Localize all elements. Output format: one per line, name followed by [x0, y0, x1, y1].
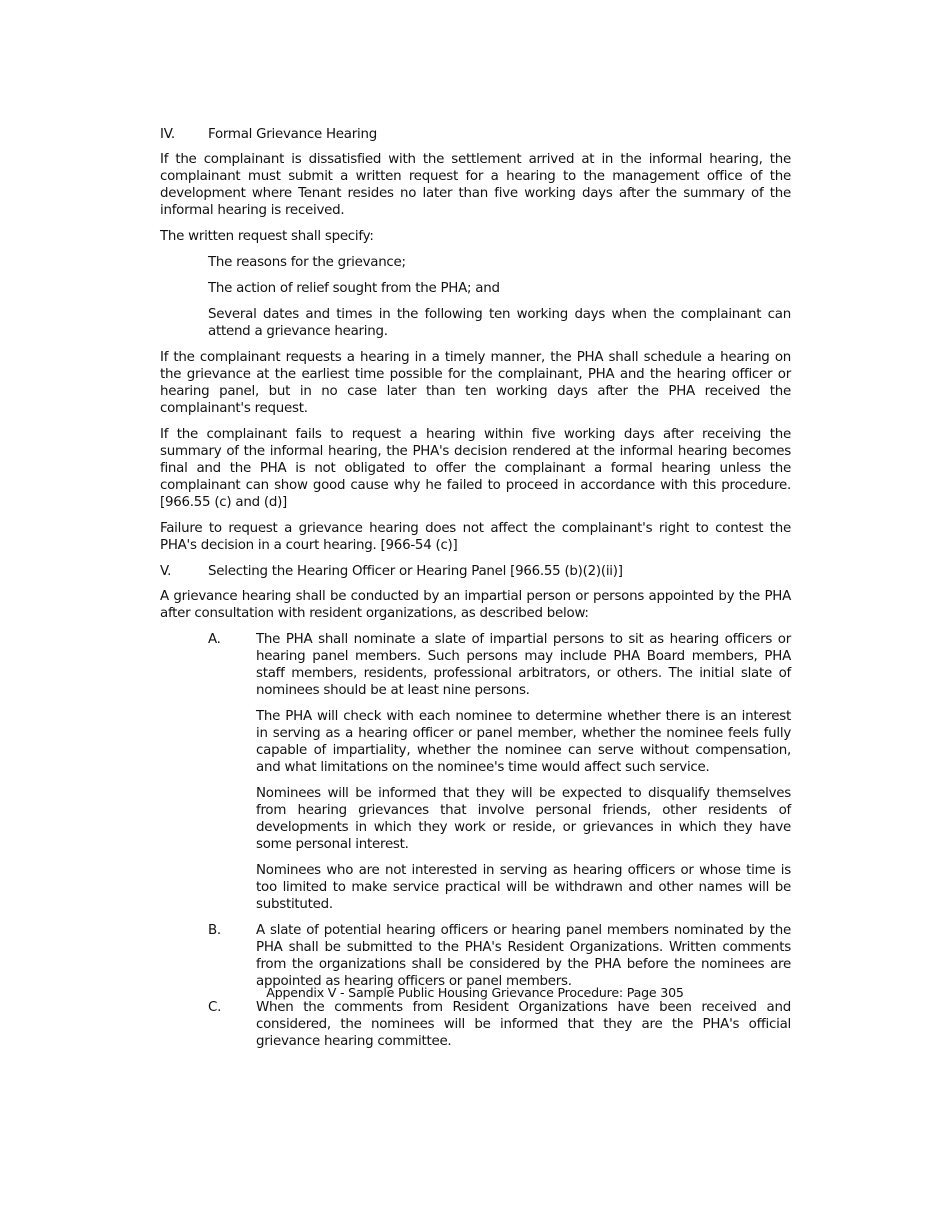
list-item-c-text: When the comments from Resident Organizations have been received and considered, the nominees will be informed that they are the PHA's official grievance hearing committee.	[256, 1000, 791, 1049]
spec-item-dates: Several dates and times in the following ten working days when the complainant can attend a grievance hearing.	[208, 307, 791, 339]
section-v-title: Selecting the Hearing Officer or Hearing Panel [966.55 (b)(2)(ii)]	[208, 564, 623, 579]
list-item-a-paragraph-4: Nominees who are not interested in serving as hearing officers or whose time is too limited to make service practical will be withdrawn and other names will be substituted.	[256, 863, 791, 912]
spec-item-reasons: The reasons for the grievance;	[208, 255, 406, 270]
section-iv-title: Formal Grievance Hearing	[208, 127, 377, 142]
list-item-b-marker: B.	[208, 923, 221, 938]
list-item-c-marker: C.	[208, 1000, 222, 1015]
section-iv-number: IV.	[160, 127, 175, 142]
section-iv-heading	[160, 126, 791, 143]
section-iv-paragraph-1: If the complainant is dissatisfied with the settlement arrived at in the informal hearing, the complainant must submit a written request for a hearing to the management office of the development where Tenant resides no later than five working days after the summary of the informal hearing is received.	[160, 152, 791, 218]
list-item-a-marker: A.	[208, 632, 221, 647]
section-iv-paragraph-3: If the complainant requests a hearing in a timely manner, the PHA shall schedule a hearing on the grievance at the earliest time possible for the complainant, PHA and the hearing officer or hearing panel, but in no case later than ten working days after the PHA received the complainant's request.	[160, 350, 791, 416]
section-v-intro: A grievance hearing shall be conducted by an impartial person or persons appointed by the PHA after consultation with resident organizations, as described below:	[160, 589, 791, 621]
section-iv-paragraph-2: The written request shall specify:	[160, 229, 374, 244]
list-item-c	[208, 999, 791, 1059]
list-item-a-paragraph-3: Nominees will be informed that they will be expected to disqualify themselves from hearing grievances that involve personal friends, other residents of developments in which they work or reside, or grievances in which they have some personal interest.	[256, 786, 791, 852]
section-iv-paragraph-5: Failure to request a grievance hearing does not affect the complainant's right to contest the PHA's decision in a court hearing. [966-54 (c)]	[160, 521, 791, 553]
section-v-number: V.	[160, 564, 172, 579]
list-item-a-paragraph-1: The PHA shall nominate a slate of impartial persons to sit as hearing officers or hearing panel members. Such persons may include PHA Board members, PHA staff members, residents, professional arbitrators, or others. The initial slate of nominees should be at least nine persons.	[256, 632, 791, 698]
section-v-heading	[160, 563, 791, 580]
list-item-a	[208, 631, 791, 922]
page-footer: Appendix V - Sample Public Housing Grievance Procedure: Page 305	[266, 985, 684, 1000]
section-iv-paragraph-4: If the complainant fails to request a hearing within five working days after receiving the summary of the informal hearing, the PHA's decision rendered at the informal hearing becomes final and the PHA is not obligated to offer the complainant a formal hearing unless the complainant can show good cause why he failed to proceed in accordance with this procedure. [966.55 (c) and (d)]	[160, 427, 791, 510]
list-item-b-text: A slate of potential hearing officers or hearing panel members nominated by the PHA shall be submitted to the PHA's Resident Organizations. Written comments from the organizations shall be considered by the PHA before the nominees are appointed as hearing officers or panel members.	[256, 923, 791, 989]
document-body	[160, 126, 791, 1059]
list-item-a-paragraph-2: The PHA will check with each nominee to determine whether there is an interest in serving as a hearing officer or panel member, whether the nominee feels fully capable of impartiality, whether the nominee can serve without compensation, and what limitations on the nominee's time would affect such service.	[256, 709, 791, 775]
spec-item-relief: The action of relief sought from the PHA; and	[208, 281, 500, 296]
